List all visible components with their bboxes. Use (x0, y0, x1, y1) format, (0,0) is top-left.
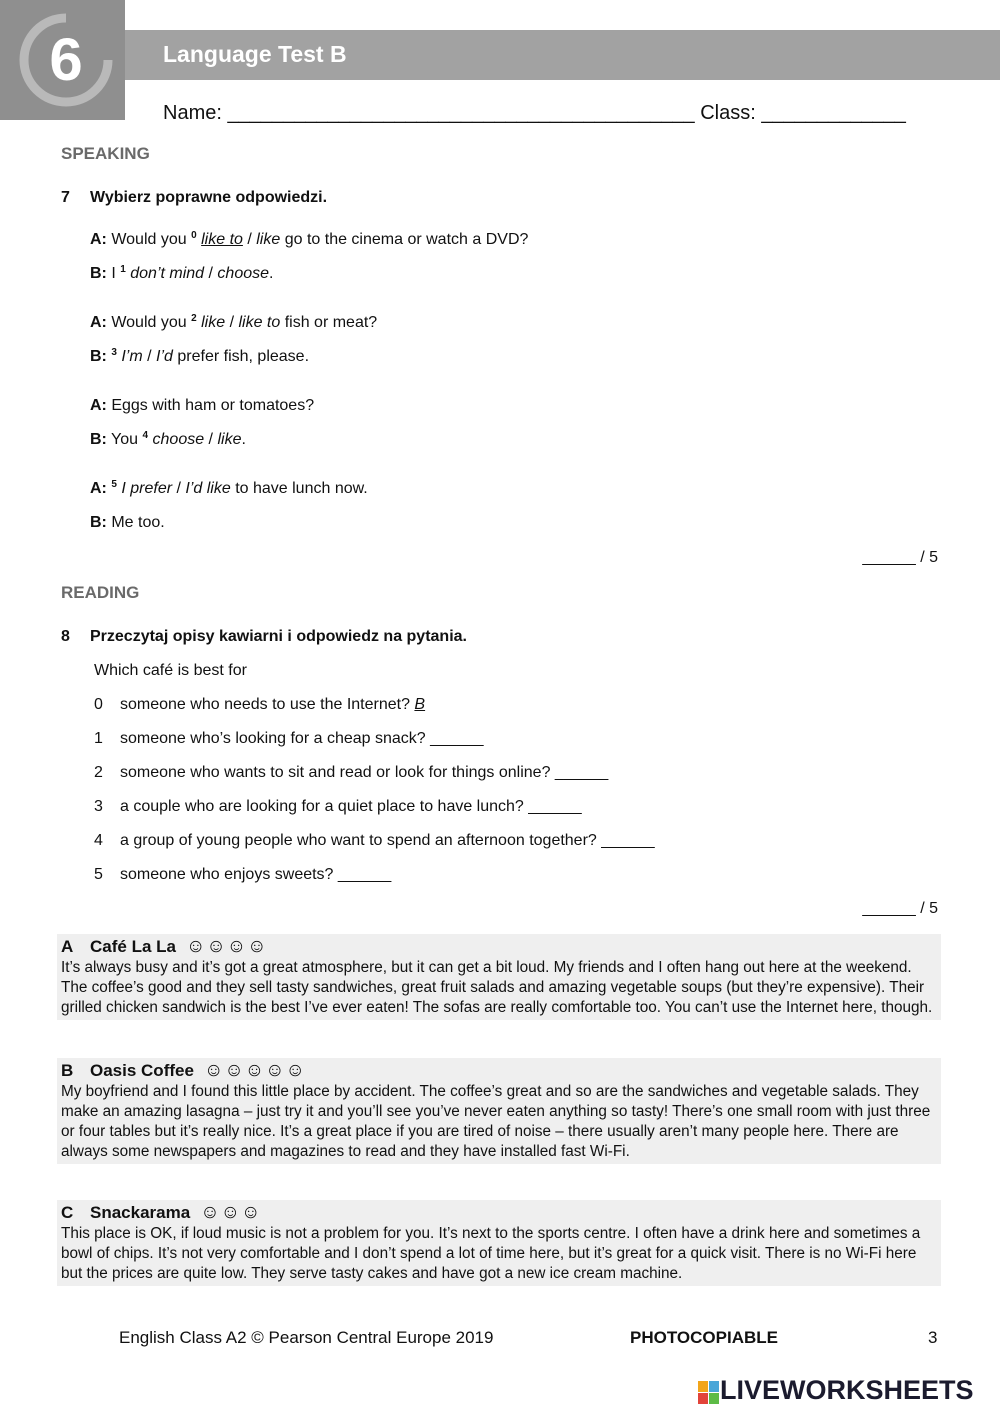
option-choice[interactable]: choose (152, 431, 205, 448)
cafe-letter: A (61, 937, 74, 956)
question-item (94, 764, 608, 782)
question-number: 3 (94, 798, 103, 815)
task-8-instruction (61, 628, 467, 646)
gap-number: 2 (191, 313, 197, 324)
question-text: a couple who are looking for a quiet place to have lunch? ______ (120, 798, 582, 815)
cafe-name: Snackarama (90, 1203, 191, 1222)
question-number: 0 (94, 696, 103, 713)
option-choice[interactable]: I’d like (185, 480, 231, 497)
option-choice[interactable]: like to (238, 314, 281, 331)
cafe-letter: B (61, 1061, 74, 1080)
cafe-heading (61, 936, 937, 958)
footer-copyright: English Class A2 © Pearson Central Europe 2019 (119, 1328, 494, 1347)
dialogue-text: to have lunch now. (230, 480, 368, 497)
question-item (94, 696, 425, 714)
cafe-description: This place is OK, if loud music is not a problem for you. It’s next to the sports centre. I often have a drink here and sometimes a bowl of chips. It’s not very comfortable and I don’t spend a lot of time here, but it’s great for a quick visit. There is no Wi-Fi here but the prices are quite low. They serve tasty cakes and have got a new ice cream machine. (61, 1225, 921, 1282)
dialogue-text: You (106, 431, 143, 448)
question-number: 2 (94, 764, 103, 781)
dialogue-line (90, 431, 246, 449)
dialogue-text: . (269, 265, 274, 282)
speaker-label: B: (90, 431, 107, 448)
speaker-label: B: (90, 265, 107, 282)
name-class-line (163, 102, 906, 125)
question-text: someone who wants to sit and read or look for things online? ______ (120, 764, 609, 781)
class-label: Class: (700, 102, 762, 124)
dialogue-text: / (172, 480, 186, 497)
cafe-name: Oasis Coffee (90, 1061, 194, 1080)
dialogue-text: / (242, 231, 257, 248)
task-number: 7 (61, 189, 70, 206)
option-choice[interactable]: like (201, 314, 226, 331)
section-speaking-heading: SPEAKING (61, 144, 150, 163)
name-label: Name: (163, 102, 228, 124)
dialogue-text: Me too. (106, 514, 165, 531)
gap-number: 0 (191, 230, 197, 241)
question-number: 4 (94, 832, 103, 849)
option-choice[interactable]: I’m (121, 348, 143, 365)
gap-number: 3 (111, 347, 117, 358)
task-7-instruction (61, 189, 327, 207)
name-field[interactable]: __________________________________________ (227, 102, 695, 124)
option-choice[interactable]: I’d (156, 348, 173, 365)
dialogue-line (90, 265, 273, 283)
smiley-rating-icon: ☺☺☺☺ (185, 936, 268, 957)
dialogue-text: Would you (106, 231, 192, 248)
cafe-description: My boyfriend and I found this little place by accident. The coffee’s great and so are the sandwiches and vegetable salads. They make an amazing lasagna – just try it and you’ll see you’ve never eaten anything so tasty! There’s one small room with just three or four tables but it’s really nice. It’s a great place if you are tired of noise – there usually aren’t many people here. There are always some newspapers and magazines to read and they have installed fast Wi-Fi. (61, 1083, 931, 1160)
speaker-label: A: (90, 397, 107, 414)
gap-number: 5 (111, 479, 117, 490)
cafe-heading (61, 1060, 937, 1082)
dialogue-line (90, 348, 309, 366)
option-choice[interactable]: I prefer (121, 480, 173, 497)
footer-photocopiable: PHOTOCOPIABLE (630, 1328, 778, 1347)
speaking-score[interactable]: ______ / 5 (862, 549, 938, 566)
option-choice[interactable]: like (217, 431, 242, 448)
dialogue-line (90, 397, 314, 415)
smiley-rating-icon: ☺☺☺☺☺ (203, 1060, 306, 1081)
cafe-box (57, 934, 941, 1020)
dialogue-text: Would you (106, 314, 192, 331)
speaker-label: A: (90, 480, 107, 497)
watermark-text: LIVEWORKSHEETS (720, 1375, 974, 1405)
dialogue-line (90, 514, 165, 532)
dialogue-text: prefer fish, please. (172, 348, 310, 365)
option-selected[interactable]: like to (201, 231, 243, 248)
question-number: 1 (94, 730, 103, 747)
dialogue-text: / (204, 431, 218, 448)
dialogue-text: I (106, 265, 121, 282)
dialogue-text: / (142, 348, 157, 365)
cafe-letter: C (61, 1203, 74, 1222)
page-title: Language Test B (163, 41, 347, 67)
option-choice[interactable]: don’t mind (130, 265, 205, 282)
speaker-label: B: (90, 348, 107, 365)
question-item (94, 832, 655, 850)
option-choice[interactable]: like (256, 231, 281, 248)
footer-page-number: 3 (928, 1328, 938, 1347)
cafe-name: Café La La (90, 937, 176, 956)
option-wrap (201, 231, 243, 248)
questions-lead: Which café is best for (94, 662, 247, 679)
dialogue-text: fish or meat? (280, 314, 378, 331)
task-text: Wybierz poprawne odpowiedzi. (90, 189, 328, 206)
question-text: someone who’s looking for a cheap snack? ______ (120, 730, 484, 747)
reading-score[interactable]: ______ / 5 (862, 900, 938, 917)
question-item (94, 866, 391, 884)
question-number: 5 (94, 866, 103, 883)
cafe-box (57, 1058, 941, 1164)
smiley-rating-icon: ☺☺☺ (200, 1202, 262, 1223)
gap-number: 1 (120, 264, 126, 275)
dialogue-text: / (204, 265, 218, 282)
question-text: someone who enjoys sweets? ______ (120, 866, 392, 883)
speaker-label: B: (90, 514, 107, 531)
gap-number: 4 (142, 430, 149, 441)
option-choice[interactable]: choose (217, 265, 270, 282)
cafe-heading (61, 1202, 937, 1224)
task-number: 8 (61, 628, 70, 645)
cafe-description: It’s always busy and it’s got a great atmosphere, but it can get a bit loud. My friends and I often hang out here at the weekend. The coffee’s good and they sell tasty sandwiches, great fruit salads and amazing vegetable soups (but they’re expensive). Their grilled chicken sandwich is the best I’ve ever eaten! The sofas are really comfortable too. You can’t use the Internet here, though. (61, 959, 933, 1016)
dialogue-text: / (225, 314, 239, 331)
question-text: someone who needs to use the Internet? (120, 696, 415, 713)
speaker-label: A: (90, 231, 107, 248)
question-text: a group of young people who want to spend an afternoon together? ______ (120, 832, 655, 849)
question-answer[interactable]: B (414, 696, 426, 713)
dialogue-text: go to the cinema or watch a DVD? (280, 231, 529, 248)
dialogue-text: . (241, 431, 246, 448)
question-item (94, 730, 484, 748)
question-item (94, 798, 582, 816)
liveworksheets-logo-icon (698, 1381, 720, 1405)
dialogue-line (90, 480, 368, 498)
cafe-box (57, 1200, 941, 1286)
unit-number: 6 (49, 26, 83, 93)
dialogue-line (90, 231, 528, 249)
section-reading-heading: READING (61, 583, 140, 602)
class-field[interactable]: _____________ (761, 102, 906, 124)
task-text: Przeczytaj opisy kawiarni i odpowiedz na pytania. (90, 628, 467, 645)
dialogue-line (90, 314, 377, 332)
speaker-label: A: (90, 314, 107, 331)
dialogue-text: Eggs with ham or tomatoes? (106, 397, 315, 414)
